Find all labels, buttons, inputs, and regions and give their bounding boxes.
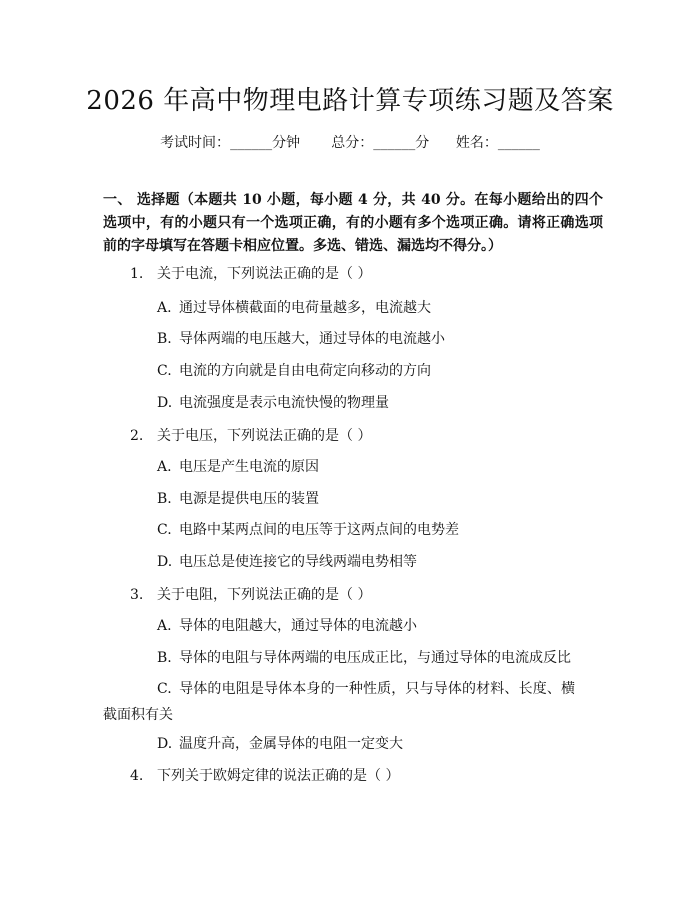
option-text: 电流的方向就是自由电荷定向移动的方向 <box>179 363 431 379</box>
question-2-option-d <box>157 551 417 571</box>
option-text: 导体的电阻与导体两端的电压成正比，与通过导体的电流成反比 <box>179 650 571 666</box>
option-letter: A. <box>157 300 172 316</box>
score-blank: ______ <box>373 135 416 151</box>
option-text: 电路中某两点间的电压等于这两点间的电势差 <box>179 522 459 538</box>
question-3-option-b <box>157 647 571 667</box>
option-letter: D. <box>157 736 173 752</box>
question-1-option-c <box>157 360 431 380</box>
question-4 <box>130 765 399 785</box>
option-letter: C. <box>157 681 172 697</box>
time-label: 考试时间： <box>160 135 231 151</box>
option-text: 温度升高，金属导体的电阻一定变大 <box>179 736 403 752</box>
name-label: 姓名： <box>455 135 498 151</box>
question-number: 3. <box>130 587 144 603</box>
question-number: 2. <box>130 428 144 444</box>
question-3 <box>130 584 371 604</box>
time-unit: 分钟 <box>272 135 301 151</box>
question-1-option-a <box>157 297 431 317</box>
question-text: 下列关于欧姆定律的说法正确的是（ ） <box>157 768 400 784</box>
question-3-option-d <box>157 733 403 753</box>
question-2-option-a <box>157 456 319 476</box>
option-text: 通过导体横截面的电荷量越多，电流越大 <box>179 300 431 316</box>
option-text: 导体两端的电压越大，通过导体的电流越小 <box>179 331 445 347</box>
option-letter: D. <box>157 395 173 411</box>
option-letter: C. <box>157 522 172 538</box>
question-text: 关于电压，下列说法正确的是（ ） <box>157 428 372 444</box>
option-text: 导体的电阻是导体本身的一种性质，只与导体的材料、长度、横截面积有关 <box>103 681 575 723</box>
question-2-option-b <box>157 488 319 508</box>
question-text: 关于电阻，下列说法正确的是（ ） <box>157 587 372 603</box>
question-number: 4. <box>130 768 144 784</box>
question-1 <box>130 263 371 283</box>
option-letter: A. <box>157 459 172 475</box>
time-blank: ______ <box>230 135 273 151</box>
question-1-option-d <box>157 392 389 412</box>
name-blank: ______ <box>497 135 540 151</box>
page-title: 2026 年高中物理电路计算专项练习题及答案 <box>86 86 614 116</box>
option-text: 电压总是使连接它的导线两端电势相等 <box>179 554 417 570</box>
question-3-option-a <box>157 615 417 635</box>
option-letter: B. <box>157 650 172 666</box>
score-unit: 分 <box>415 135 430 151</box>
option-letter: D. <box>157 554 173 570</box>
option-letter: B. <box>157 331 172 347</box>
option-text: 电源是提供电压的装置 <box>179 491 319 507</box>
option-letter: A. <box>157 618 172 634</box>
question-2-option-c <box>157 519 459 539</box>
option-text: 电压是产生电流的原因 <box>179 459 319 475</box>
option-letter: B. <box>157 491 172 507</box>
question-number: 1. <box>130 266 144 282</box>
option-text: 导体的电阻越大，通过导体的电流越小 <box>179 618 417 634</box>
option-letter: C. <box>157 363 172 379</box>
score-label: 总分： <box>331 135 374 151</box>
exam-meta-line <box>0 132 700 152</box>
question-2 <box>130 425 371 445</box>
option-text: 电流强度是表示电流快慢的物理量 <box>179 395 389 411</box>
question-3-option-c <box>103 676 575 728</box>
question-1-option-b <box>157 328 445 348</box>
section-heading: 一、 选择题（本题共 10 小题，每小题 4 分，共 40 分。在每小题给出的四个选项中，有的小题只有一个选项正确，有的小题有多个选项正确。请将正确选项前的字母填写在答题卡相应位置。多选、错选、漏选均不得分。） <box>103 192 603 254</box>
question-text: 关于电流，下列说法正确的是（ ） <box>157 266 372 282</box>
